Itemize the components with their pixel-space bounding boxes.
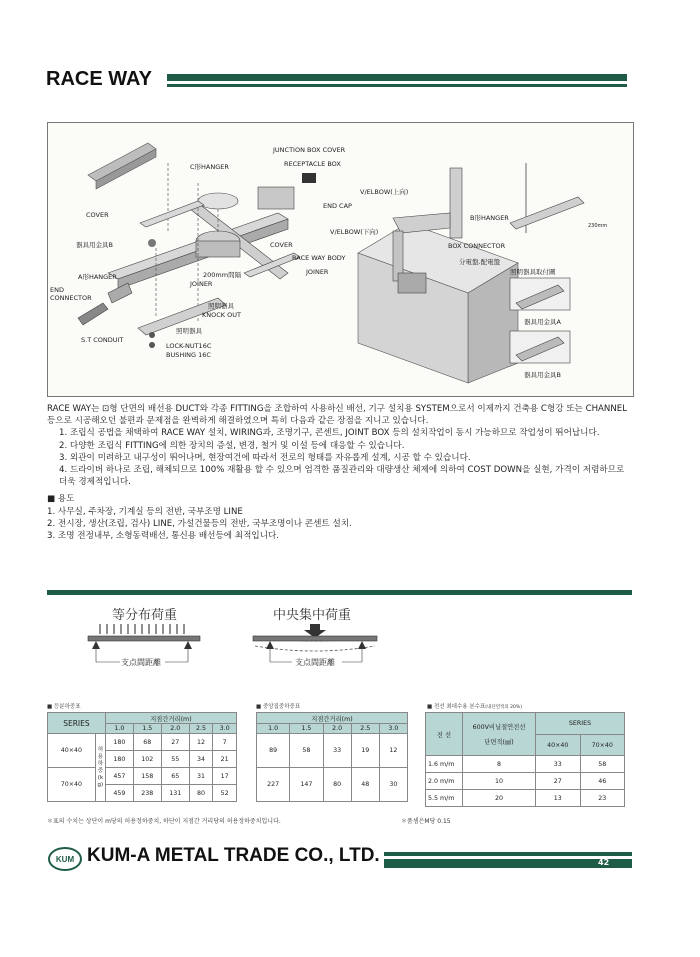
series-cell: 70×40	[48, 768, 96, 802]
label-box-connector: BOX CONNECTOR	[448, 242, 506, 250]
table-cell: 13	[536, 790, 581, 807]
label-v-elbow-down: V/ELBOW(下向)	[330, 228, 379, 236]
table-cell: 52	[213, 785, 237, 802]
table-cell: 227	[257, 768, 290, 802]
area-col-header	[463, 713, 536, 756]
description	[47, 403, 632, 542]
label-raceway-body: RACE WAY BODY	[292, 254, 346, 262]
span-label-central: 支点間距離	[295, 658, 335, 667]
table-cell: 34	[189, 751, 213, 768]
table-cell: 30	[379, 768, 407, 802]
span-col: 2.5	[189, 724, 213, 734]
table-cell: 27	[161, 734, 189, 751]
span-header: 지점간거리(m)	[257, 713, 408, 724]
table-cell: 8	[463, 756, 536, 773]
table-cell: 180	[105, 734, 133, 751]
label-st-conduit: S.T CONDUIT	[81, 336, 124, 344]
central-load-table	[256, 712, 408, 802]
table-cell: 58	[290, 734, 323, 768]
uniform-table-caption: ■ 등분하중표	[47, 704, 81, 710]
side-label: 허용하중(kg)	[95, 734, 105, 802]
table-cell: 68	[133, 734, 161, 751]
label-lock-nut: LOCK-NUT16C	[166, 342, 212, 350]
company-logo	[48, 847, 82, 871]
point-3: 3. 외관이 미려하고 내구성이 뛰어나며, 현장여건에 따라서 전로의 형태를 자유롭게 설계, 시공 할 수 있습니다.	[59, 452, 471, 463]
span-col: 1.5	[133, 724, 161, 734]
point-4: 4. 드라이버 하나로 조립, 해체되므로 100% 재활용 할 수 있으며 엄격한 품질관리와 대량생산 체제에 의하여 COST DOWN을 실현, 가격이 저렴하므로 더욱 경제적입니다.	[59, 465, 625, 488]
label-receptacle-box: RECEPTACLE BOX	[284, 160, 341, 168]
table-cell: 459	[105, 785, 133, 802]
table-cell: 12	[379, 734, 407, 768]
page-title: RACE WAY	[46, 68, 152, 90]
span-col: 3.0	[213, 724, 237, 734]
raceway-diagram	[47, 122, 634, 397]
table-cell: 238	[133, 785, 161, 802]
label-a-hanger: A形HANGER	[78, 273, 117, 281]
table-cell: 23	[580, 790, 625, 807]
series-header: SERIES	[48, 713, 106, 734]
table-cell: 5.5 m/m	[426, 790, 463, 807]
table-cell: 2.0 m/m	[426, 773, 463, 790]
table-cell: 20	[463, 790, 536, 807]
span-col: 2.0	[161, 724, 189, 734]
label-cover-left: COVER	[86, 211, 109, 219]
span-col: 1.5	[290, 724, 323, 734]
span-label-uniform: 支点間距離	[121, 658, 161, 667]
table-cell: 65	[161, 768, 189, 785]
section-divider	[47, 590, 632, 595]
title-band-thick	[167, 74, 627, 81]
label-v-elbow-up: V/ELBOW(上向)	[360, 188, 409, 196]
label-fixture-mount: 照明器具取付圖	[510, 268, 556, 276]
wire-caption-main: ■ 전선 최대수용 본수표	[427, 704, 486, 710]
table-cell: 10	[463, 773, 536, 790]
label-dim-230: 230mm	[588, 223, 608, 229]
table-cell: 7	[213, 734, 237, 751]
table-cell: 17	[213, 768, 237, 785]
table-cell: 19	[351, 734, 379, 768]
use-1: 1. 사무실, 주차장, 기계실 등의 전반, 국부조명 LINE	[47, 506, 243, 517]
label-joiner-mid: JOINER	[190, 280, 213, 288]
label-lighting-fixture-2: 照明器具	[176, 327, 202, 335]
label-lighting-fixture: 照明器具	[208, 302, 234, 310]
table-cell: 80	[189, 785, 213, 802]
table-cell: 33	[536, 756, 581, 773]
wire-caption-sub: (내단면적의 20%)	[485, 705, 522, 710]
label-junction-box-cover: JUNCTION BOX COVER	[273, 146, 346, 154]
label-fixture-b2: 器具用金具B	[524, 371, 561, 379]
central-table-caption: ■ 중앙집중하중표	[256, 704, 301, 710]
use-3: 3. 조명 전정내부, 소형동력배선, 통신용 배선등에 최적입니다.	[47, 531, 280, 542]
label-joiner-right: JOINER	[306, 268, 329, 276]
table-cell: 80	[323, 768, 351, 802]
span-col: 2.0	[323, 724, 351, 734]
wire-series-header: SERIES	[536, 713, 625, 735]
central-load-title: 中央集中荷重	[273, 608, 352, 623]
span-col: 1.0	[257, 724, 290, 734]
table-cell: 46	[580, 773, 625, 790]
span-col: 2.5	[351, 724, 379, 734]
uniform-load-table	[47, 712, 237, 802]
table-cell: 147	[290, 768, 323, 802]
table-cell: 1.6 m/m	[426, 756, 463, 773]
span-col: 3.0	[379, 724, 407, 734]
label-fixture-a: 器具用金具A	[524, 318, 561, 326]
table-cell: 12	[189, 734, 213, 751]
label-bushing: BUSHING 16C	[166, 351, 211, 359]
table-cell: 27	[536, 773, 581, 790]
footer-band-2	[384, 859, 632, 868]
wire-col-header: 전 선	[426, 713, 463, 756]
page-number: 42	[598, 858, 610, 867]
point-2: 2. 다양한 조립식 FITTING에 의한 장치의 증설, 변경, 철거 및 이설 등에 대응할 수 있습니다.	[59, 440, 405, 451]
table-cell: 48	[351, 768, 379, 802]
span-header: 지점간거리(m)	[105, 713, 236, 724]
table-cell: 102	[133, 751, 161, 768]
series-cell: 40×40	[48, 734, 96, 768]
company-name: KUM-A METAL TRADE CO., LTD.	[87, 845, 380, 866]
label-spacing-200: 200mm間隔	[203, 271, 242, 279]
table-cell: 89	[257, 734, 290, 768]
area-header-line1: 600V비닐절연전선	[472, 724, 526, 731]
table-cell: 21	[213, 751, 237, 768]
table-cell: 33	[323, 734, 351, 768]
table-cell: 31	[189, 768, 213, 785]
label-fixture-b: 器具用金具B	[76, 241, 113, 249]
series-col: 40×40	[536, 735, 581, 756]
description-intro: RACE WAY는 ⊡형 단면의 배선용 DUCT와 각종 FITTING을 조합하여 사용하신 배선, 기구 설치용 SYSTEM으로서 이제까지 건축용 C형강 또는 CHANNEL 등으로 시공해오던 불편과 문제점을 완벽하게 해결하였으며 특히 다음과 같은 장점을 지니고 있습니다.	[47, 404, 628, 427]
wire-count-table	[425, 712, 625, 807]
series-col: 70×40	[580, 735, 625, 756]
uses-title: ■ 용도	[47, 494, 75, 505]
point-1: 1. 조립식 공법을 채택하여 RACE WAY 설치, WIRING과, 조명기구, 콘센트, JOINT BOX 등의 설치작업이 동시 가능하므로 작업성이 뛰어납니다.	[59, 428, 600, 439]
wire-table-note: ＊품셈은M당 0.15	[401, 818, 451, 825]
label-b-hanger: B形HANGER	[470, 214, 509, 222]
label-end-cap: END CAP	[323, 202, 352, 210]
label-end-connector-1: END	[50, 286, 64, 294]
table-cell: 131	[161, 785, 189, 802]
table-cell: 457	[105, 768, 133, 785]
uniform-load-title: 等分布荷重	[112, 608, 178, 623]
label-cover-mid: COVER	[270, 241, 293, 249]
logo-text: KUM	[55, 854, 75, 864]
wire-table-caption	[427, 702, 522, 710]
table-cell: 180	[105, 751, 133, 768]
uniform-table-note: ＊표의 수치는 상단이 m당의 허용정하중치, 하단이 지점간 거리당의 허용정하중치입니다.	[47, 818, 281, 825]
footer-band-1	[384, 852, 632, 856]
label-knock-out: KNOCK OUT	[202, 311, 241, 319]
label-c-hanger: C形HANGER	[190, 163, 229, 171]
area-header-line2: 단면적(㎟)	[484, 739, 514, 746]
table-cell: 58	[580, 756, 625, 773]
table-cell: 158	[133, 768, 161, 785]
label-panel: 分電盤.配電盤	[459, 258, 501, 266]
use-2: 2. 전시장, 생산(조립, 검사) LINE, 가설건물등의 전반, 국부조명이나 콘센트 설치.	[47, 518, 352, 529]
title-band-thin	[167, 84, 627, 87]
span-col: 1.0	[105, 724, 133, 734]
table-cell: 55	[161, 751, 189, 768]
label-end-connector-2: CONNECTOR	[50, 294, 92, 302]
